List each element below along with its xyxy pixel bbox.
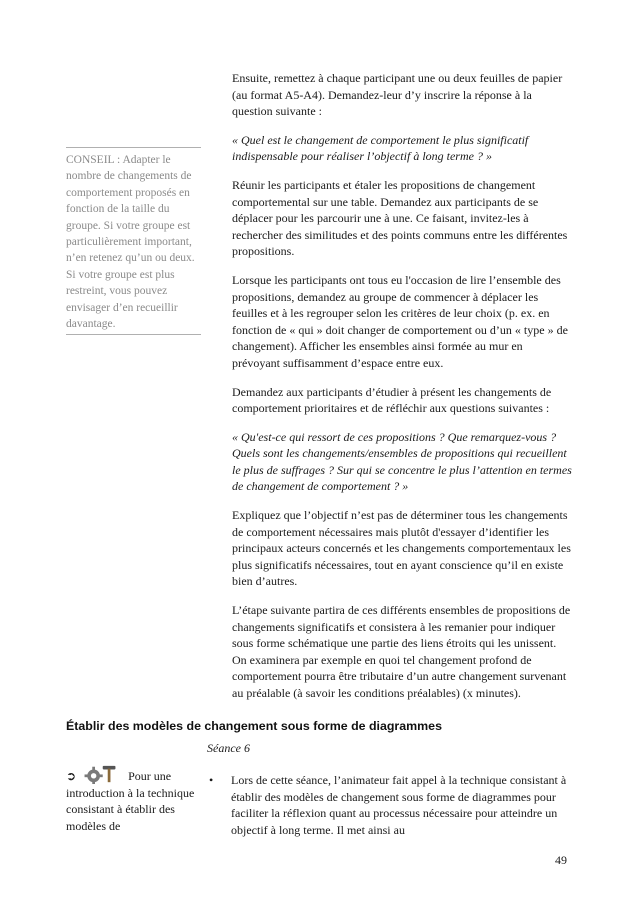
section-heading: Établir des modèles de changement sous forme de diagrammes	[66, 719, 442, 733]
bullet-icon: •	[209, 773, 214, 787]
seance-label: Séance 6	[207, 741, 250, 755]
paragraph-question-1: « Quel est le changement de comportement le plus significatif indispensable pour réaliser l’objectif à long terme ? »	[232, 132, 529, 164]
paragraph-explain: Expliquez que l’objectif n’est pas de déterminer tous les changements de comportement nécessaires mais plutôt d'essayer d’identifier les principaux acteurs concernés et les changements comportementaux les plus significatifs nécessaires, tout en ayant conscience qu’il en existe bien d’autres.	[232, 508, 571, 589]
paragraph-question-2: « Qu'est-ce qui ressort de ces propositions ? Que remarquez-vous ? Quels sont les changements/ensembles de propositions qui recueillent le plus de suffrages ? Sur qui se concentre le plus l’attention en termes de changement de comportement ? »	[232, 429, 572, 494]
paragraph-instructions: Ensuite, remettez à chaque participant une ou deux feuilles de papier (au format A5-A4). Demandez-leur d’y inscrire la réponse à la question suivante :	[232, 71, 563, 119]
tool-note-first-line: Pour une	[128, 769, 172, 783]
paragraph-gather: Réunir les participants et étaler les propositions de changement comportemental sur une table. Demandez aux participants de se déplacer pour les parcourir une à une. Ce faisant, invitez-les à rechercher des similitudes et des points communs entre les différentes propositions.	[232, 177, 568, 259]
tool-note-rest: introduction à la technique consistant à établir des modèles de	[66, 785, 195, 833]
paragraph-next-step: L’étape suivante partira de ces différents ensembles de propositions de changements significatifs et consistera à les remanier pour indiquer sous forme schématique une partie des liens étroits qui les unissent. On examinera par exemple en quoi tel changement profond de comportement pourra être tributaire d’un autre changement survenant au préalable (à savoir les conditions préalables) (x minutes).	[232, 603, 571, 700]
bullet-list-item	[207, 772, 577, 838]
tools-icon	[81, 764, 119, 784]
bullet-text: Lors de cette séance, l’animateur fait appel à la technique consistant à établir des modèles de changement sous forme de diagrammes pour faciliter la réflexion quant au processus nécessaire pour atteindre un objectif à long terme. Il met ainsi au	[231, 773, 567, 837]
paragraph-grouping: Lorsque les participants ont tous eu l'occasion de lire l’ensemble des propositions, demandez au groupe de commencer à déplacer les feuilles et à les regrouper selon les critères de leur choix (p. ex. en fonction de « qui » doit changer de comportement ou d’un « type » de changement). Afficher les ensembles ainsi formée au mur en prévoyant suffisamment d’espace entre eux.	[232, 272, 568, 370]
page-number: 49	[555, 853, 567, 867]
paragraph-study: Demandez aux participants d’étudier à présent les changements de comportement prioritaires et de réfléchir aux questions suivantes :	[232, 384, 552, 416]
right-arrow-icon: ➲	[66, 769, 77, 783]
main-text-column	[232, 70, 572, 714]
tool-reference-note	[66, 764, 196, 834]
advice-sidebar-note: CONSEIL : Adapter le nombre de changements de comportement proposés en fonction de la taille du groupe. Si votre groupe est particulièrement important, n’en retenez qu’un ou deux. Si votre groupe est plus restreint, vous pouvez envisager d’en recueillir davantage.	[66, 147, 201, 335]
